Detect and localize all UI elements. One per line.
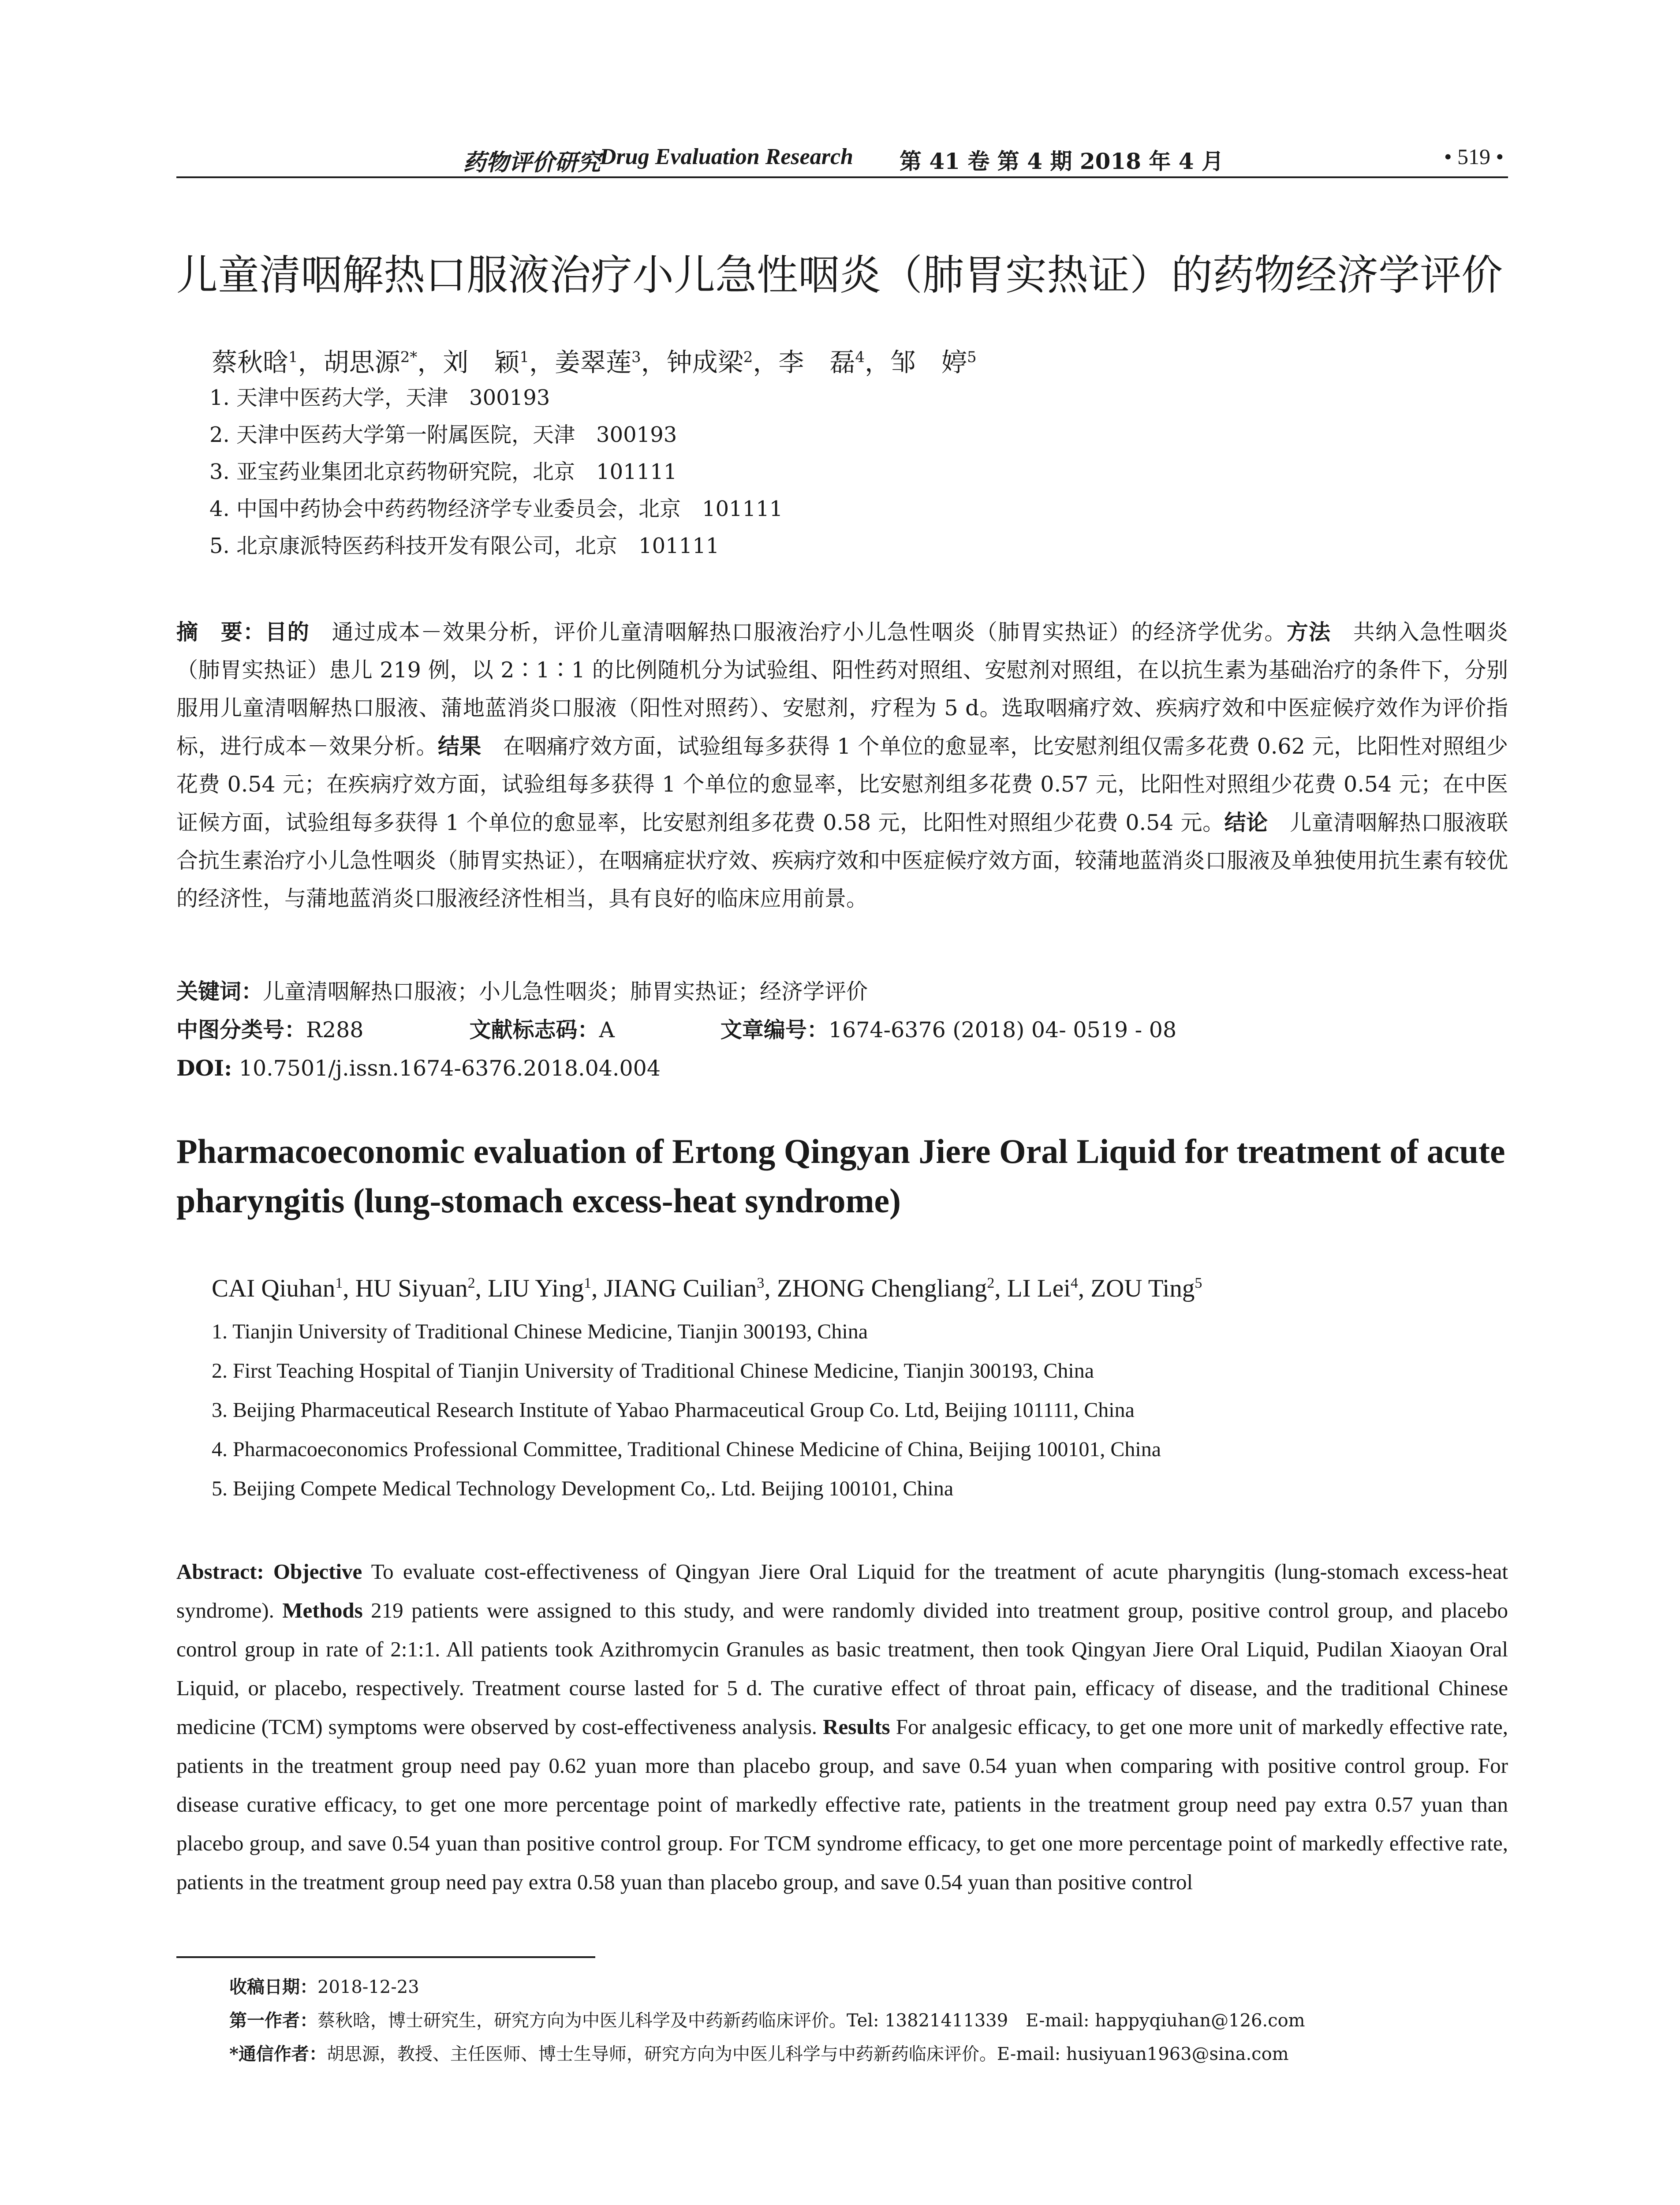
affiliation-en: 3. Beijing Pharmaceutical Research Institute of Yabao Pharmaceutical Group Co. Ltd, Beijing 101111, China — [212, 1398, 1135, 1422]
doc-code-label: 文献标志码： — [469, 1017, 599, 1043]
author-en: LIU Ying — [488, 1274, 584, 1302]
affiliation-en: 4. Pharmacoeconomics Professional Committee, Traditional Chinese Medicine of China, Beijing 100101, China — [212, 1438, 1161, 1461]
author-sup: 4 — [1070, 1275, 1078, 1291]
objective-cn: 通过成本－效果分析，评价儿童清咽解热口服液治疗小儿急性咽炎（肺胃实热证）的经济学优劣。 — [310, 620, 1287, 645]
authors-en: CAI Qiuhan$^1$, HU Siyuan$^2$, LIU Ying$^1$, JIANG Cuilian$^3$, ZHONG Chengliang$^2$, LI Lei$^4$, ZOU Ting$^5$ — [212, 1274, 1202, 1302]
affiliation-en: 1. Tianjin University of Traditional Chinese Medicine, Tianjin 300193, China — [212, 1320, 868, 1343]
author-en: HU Siyuan — [355, 1274, 468, 1302]
results-label-en: Results — [823, 1715, 890, 1739]
abstract-en-label: Abstract: Objective — [176, 1559, 362, 1584]
authors-cn: 蔡秋晗$^1$，胡思源$^{2*}$，刘 颖$^1$，姜翠莲$^3$，钟成梁$^2$，李 磊$^4$，邹 婷$^5$ — [212, 347, 977, 377]
keywords-cn — [176, 972, 1508, 1011]
author-cn: 胡思源 — [323, 347, 400, 377]
affiliations-cn — [209, 379, 783, 564]
received-value: 2018-12-23 — [317, 1977, 419, 1997]
affiliation-cn: 4. 中国中药协会中药药物经济学专业委员会，北京 101111 — [209, 497, 783, 521]
affiliation-cn: 1. 天津中医药大学，天津 300193 — [209, 385, 550, 410]
clc-label: 中图分类号： — [176, 1017, 306, 1043]
article-metadata — [176, 972, 1508, 1088]
author-cn: 刘 颖 — [443, 347, 520, 377]
author-cn: 姜翠莲 — [555, 347, 632, 377]
methods-cn: 共纳入急性咽炎（肺胃实热证）患儿 219 例，以 2∶1∶1 的比例随机分为试验组、阳性药对照组、安慰剂对照组，在以抗生素为基础治疗的条件下，分别服用儿童清咽解热口服液、蒲地蓝消炎口服液（阳性对照药）、安慰剂，疗程为 5 d。选取咽痛疗效、疾病疗效和中医症候疗效作为评价指标，进行成本－效果分析。 — [176, 620, 1508, 759]
footnotes — [229, 1970, 1305, 2071]
results-en: For analgesic efficacy, to get one more unit of markedly effective rate, patients in the treatment group need pay 0.62 yuan more than placebo group, and save 0.54 yuan when comparing with positive control group. For disease curative efficacy, to get one more percentage point of markedly effective rate, patients in the treatment group need pay extra 0.57 yuan than placebo group, and save 0.54 yuan than positive control group. For TCM syndrome efficacy, to get one more percentage point of markedly effective rate, patients in the treatment group need pay extra 0.58 yuan than placebo group, and save 0.54 yuan than positive control — [176, 1715, 1508, 1894]
results-label-cn: 结果 — [437, 733, 482, 759]
affiliation-en: 2. First Teaching Hospital of Tianjin University of Traditional Chinese Medicine, Tianjin 300193, China — [212, 1359, 1094, 1383]
author-sup: 2 — [987, 1275, 995, 1291]
page-number: • 519 • — [1444, 144, 1504, 169]
footnote-divider — [176, 1956, 595, 1958]
methods-label-cn: 方法 — [1286, 619, 1331, 645]
issue-info: 第 41 卷 第 4 期 2018 年 4 月 — [900, 148, 1224, 174]
results-cn: 在咽痛疗效方面，试验组每多获得 1 个单位的愈显率，比安慰剂组仅需多花费 0.62 元，比阳性对照组少花费 0.54 元；在疾病疗效方面，试验组每多获得 1 个单位的愈显率，比安慰剂组多花费 0.57 元，比阳性对照组少花费 0.54 元；在中医证候方面，试验组每多获得 1 个单位的愈显率，比安慰剂组多花费 0.58 元，比阳性对照组少花费 0.54 元。 — [176, 734, 1508, 835]
methods-en: 219 patients were assigned to this study, and were randomly divided into treatment group, positive control group, and placebo control group in rate of 2:1:1. All patients took Azithromycin Granules as basic treatment, then took Qingyan Jiere Oral Liquid, Pudilan Xiaoyan Oral Liquid, or placebo, respectively. Treatment course lasted for 5 d. The curative effect of throat pain, efficacy of disease, and the traditional Chinese medicine (TCM) symptoms were observed by cost-effectiveness analysis. — [176, 1598, 1508, 1739]
objective-en: To evaluate cost-effectiveness of Qingyan Jiere Oral Liquid for the treatment of acute pharyngitis (lung-stomach excess-heat syndrome). — [176, 1559, 1508, 1622]
conclusion-label-cn: 结论 — [1224, 810, 1268, 835]
affiliations-en — [212, 1312, 1161, 1508]
doi-value[interactable]: 10.7501/j.issn.1674-6376.2018.04.004 — [232, 1056, 661, 1081]
author-sup: 5 — [1195, 1275, 1202, 1291]
corresponding-text: 胡思源，教授、主任医师、博士生导师，研究方向为中医儿科学与中药新药临床评价。E-mail: husiyuan1963@sina.com — [326, 2044, 1289, 2064]
author-sup: 2* — [400, 348, 418, 366]
corresponding-label: *通信作者： — [229, 2044, 327, 2064]
conclusion-cn: 儿童清咽解热口服液联合抗生素治疗小儿急性咽炎（肺胃实热证），在咽痛症状疗效、疾病疗效和中医症候疗效方面，较蒲地蓝消炎口服液及单独使用抗生素有较优的经济性，与蒲地蓝消炎口服液经济性相当，具有良好的临床应用前景。 — [176, 810, 1508, 911]
affiliation-en: 5. Beijing Compete Medical Technology Development Co,. Ltd. Beijing 100101, China — [212, 1477, 954, 1500]
article-no-value: 1674-6376 (2018) 04- 0519 - 08 — [828, 1017, 1177, 1043]
abstract-cn — [176, 613, 1508, 918]
author-sup: 2 — [743, 348, 753, 366]
title-cn: 儿童清咽解热口服液治疗小儿急性咽炎（肺胃实热证）的药物经济学评价 — [176, 251, 1503, 299]
author-en: LI Lei — [1007, 1274, 1071, 1302]
author-sup: 2 — [467, 1275, 475, 1291]
corresponding-author-note — [229, 2037, 1305, 2071]
first-author-label: 第一作者： — [229, 2010, 317, 2031]
keywords-text: 儿童清咽解热口服液；小儿急性咽炎；肺胃实热证；经济学评价 — [263, 979, 868, 1004]
affiliation-cn: 2. 天津中医药大学第一附属医院，天津 300193 — [209, 422, 677, 447]
objective-label-cn: 目的 — [265, 619, 310, 645]
doi-line — [176, 1049, 1508, 1088]
author-sup: 3 — [631, 348, 641, 366]
title-en: Pharmacoeconomic evaluation of Ertong Qingyan Jiere Oral Liquid for treatment of acute pharyngitis (lung-stomach excess-heat syndrome) — [176, 1132, 1505, 1220]
author-sup: 4 — [855, 348, 865, 366]
abstract-cn-label: 摘 要： — [176, 619, 265, 645]
author-cn: 邹 婷 — [890, 347, 967, 377]
doc-code-value: A — [599, 1017, 615, 1043]
clc-value: R288 — [306, 1017, 364, 1043]
author-sup: 5 — [967, 348, 977, 366]
first-author-text: 蔡秋晗，博士研究生，研究方向为中医儿科学及中药新药临床评价。Tel: 13821411339 E-mail: happyqiuhan@126.com — [317, 2011, 1305, 2031]
author-sup: 1 — [519, 348, 529, 366]
author-en: ZOU Ting — [1090, 1274, 1195, 1302]
journal-name: Drug Evaluation Research — [600, 144, 853, 169]
author-en: ZHONG Chengliang — [777, 1274, 987, 1302]
author-en: JIANG Cuilian — [604, 1274, 757, 1302]
affiliation-cn: 5. 北京康派特医药科技开发有限公司，北京 101111 — [209, 534, 720, 558]
author-cn: 李 磊 — [778, 347, 855, 377]
first-author-note — [229, 2004, 1305, 2037]
received-date — [229, 1970, 1305, 2004]
abstract-en — [176, 1552, 1508, 1902]
affiliation-cn: 3. 亚宝药业集团北京药物研究院，北京 101111 — [209, 460, 677, 484]
author-sup: 3 — [757, 1275, 765, 1291]
running-header — [176, 140, 1508, 176]
keywords-label: 关键词： — [176, 979, 263, 1004]
article-no-label: 文章编号： — [720, 1017, 829, 1043]
author-en: CAI Qiuhan — [212, 1274, 336, 1302]
classification-line — [176, 1011, 1508, 1049]
methods-label-en: Methods — [282, 1598, 363, 1622]
journal-logo: 药物评价研究 — [463, 149, 601, 176]
author-cn: 蔡秋晗 — [212, 347, 289, 377]
author-cn: 钟成梁 — [666, 347, 743, 377]
author-sup: 1 — [288, 348, 298, 366]
header-divider — [176, 176, 1508, 178]
author-sup: 1 — [335, 1275, 343, 1291]
doi-label: DOI: — [176, 1055, 232, 1081]
author-sup: 1 — [584, 1275, 592, 1291]
received-label: 收稿日期： — [229, 1977, 317, 1997]
